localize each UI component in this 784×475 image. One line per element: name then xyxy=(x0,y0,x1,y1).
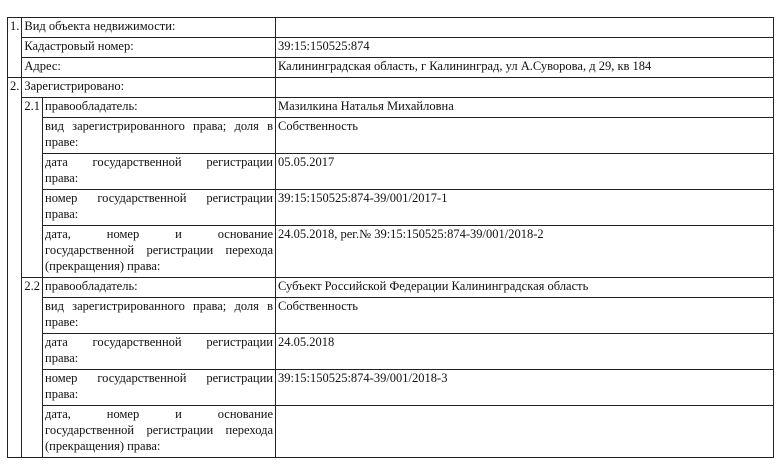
registration-number-label xyxy=(43,190,276,226)
table-row xyxy=(8,190,774,226)
transfer-basis-label xyxy=(43,406,276,458)
label-line: праве: xyxy=(45,315,79,329)
table-row xyxy=(8,406,774,458)
label-line: вид зарегистрированного права; доля в xyxy=(45,299,273,313)
table-row xyxy=(8,18,774,38)
holder-value: Мазилкина Наталья Михайловна xyxy=(276,98,774,118)
label-line: номер государственной регистрации xyxy=(45,371,273,385)
registration-number-value: 39:15:150525:874-39/001/2017-1 xyxy=(276,190,774,226)
section-number: 1. xyxy=(8,18,22,78)
label-line: вид зарегистрированного права; доля в xyxy=(45,119,273,133)
label-line: права: xyxy=(45,207,79,221)
object-type-label: Вид объекта недвижимости: xyxy=(22,18,276,38)
label-line: (прекращения) права: xyxy=(45,259,161,273)
table-row xyxy=(8,226,774,278)
registry-table xyxy=(7,17,774,458)
entry-number: 2.1 xyxy=(22,98,43,278)
table-row xyxy=(8,58,774,78)
holder-label: правообладатель: xyxy=(43,98,276,118)
cadastral-number-label: Кадастровый номер: xyxy=(22,38,276,58)
table-row xyxy=(8,38,774,58)
table-row xyxy=(8,118,774,154)
table-row xyxy=(8,154,774,190)
table-row xyxy=(8,298,774,334)
holder-label: правообладатель: xyxy=(43,278,276,298)
label-line: права: xyxy=(45,351,79,365)
address-value: Калининградская область, г Калининград, ул А.Суворова, д 29, кв 184 xyxy=(276,58,774,78)
cadastral-number-value: 39:15:150525:874 xyxy=(276,38,774,58)
table-row xyxy=(8,98,774,118)
label-line: (прекращения) права: xyxy=(45,439,161,453)
holder-value: Субъект Российской Федерации Калининградская область xyxy=(276,278,774,298)
object-type-value xyxy=(276,18,774,38)
label-line: праве: xyxy=(45,135,79,149)
label-line: номер государственной регистрации xyxy=(45,191,273,205)
table-row xyxy=(8,334,774,370)
transfer-basis-value: 24.05.2018, рег.№ 39:15:150525:874-39/001/2018-2 xyxy=(276,226,774,278)
registration-date-value: 24.05.2018 xyxy=(276,334,774,370)
label-line: дата, номер и основание xyxy=(45,407,273,421)
registration-number-value: 39:15:150525:874-39/001/2018-3 xyxy=(276,370,774,406)
label-line: государственной регистрации перехода xyxy=(45,423,273,437)
label-line: дата государственной регистрации xyxy=(45,155,273,169)
right-type-label xyxy=(43,118,276,154)
right-type-value: Собственность xyxy=(276,298,774,334)
transfer-basis-label xyxy=(43,226,276,278)
registration-date-label xyxy=(43,334,276,370)
registration-number-label xyxy=(43,370,276,406)
registered-label: Зарегистрировано: xyxy=(22,78,276,98)
label-line: дата, номер и основание xyxy=(45,227,273,241)
table-row xyxy=(8,278,774,298)
section-number: 2. xyxy=(8,78,22,458)
address-label: Адрес: xyxy=(22,58,276,78)
right-type-label xyxy=(43,298,276,334)
entry-number: 2.2 xyxy=(22,278,43,458)
table-row xyxy=(8,370,774,406)
label-line: права: xyxy=(45,171,79,185)
registry-extract xyxy=(7,17,774,458)
table-row xyxy=(8,78,774,98)
label-line: права: xyxy=(45,387,79,401)
registration-date-label xyxy=(43,154,276,190)
right-type-value: Собственность xyxy=(276,118,774,154)
registered-value xyxy=(276,78,774,98)
registration-date-value: 05.05.2017 xyxy=(276,154,774,190)
transfer-basis-value xyxy=(276,406,774,458)
label-line: государственной регистрации перехода xyxy=(45,243,273,257)
label-line: дата государственной регистрации xyxy=(45,335,273,349)
